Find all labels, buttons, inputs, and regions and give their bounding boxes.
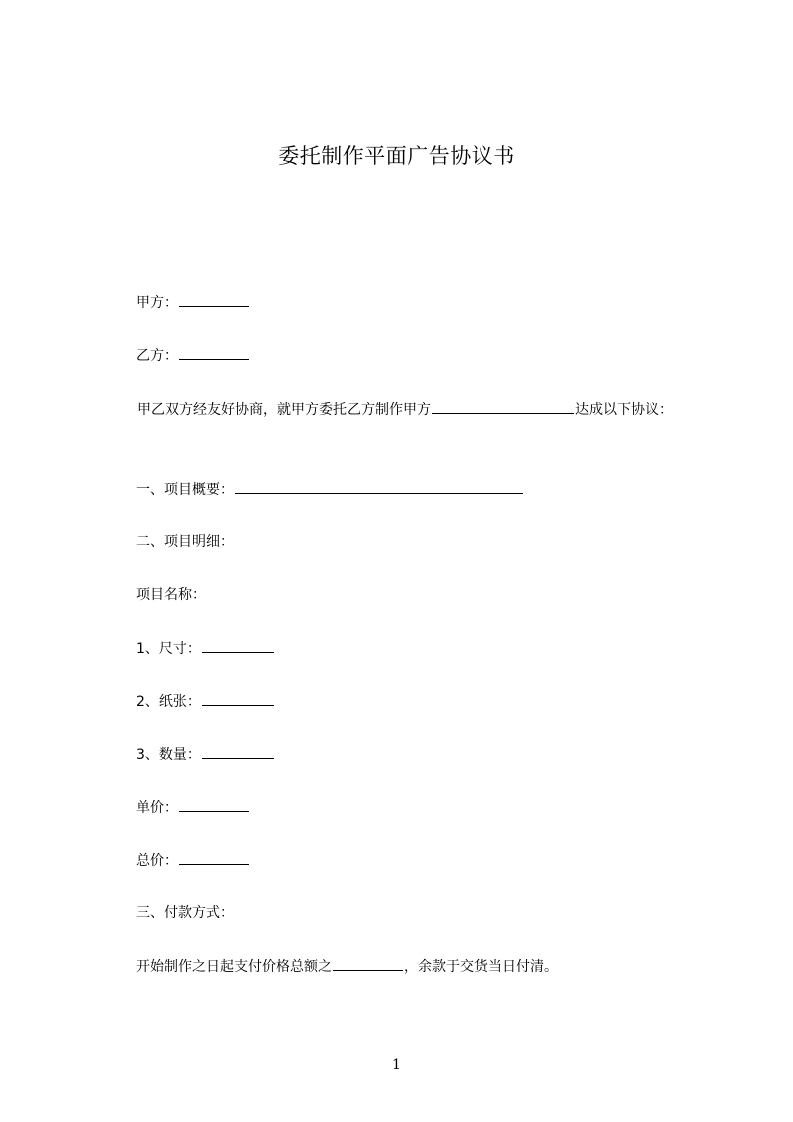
document-title: 委托制作平面广告协议书: [278, 144, 515, 168]
section-2-heading: 二、项目明细：: [136, 534, 234, 550]
intro-text-before: 甲乙双方经友好协商，就甲方委托乙方制作甲方: [137, 402, 431, 418]
party-b-blank: [179, 345, 249, 360]
unit-price-line: [136, 797, 250, 818]
payment-line: [136, 956, 558, 977]
intro-paragraph: [105, 397, 705, 423]
item-2-blank: [202, 691, 274, 706]
section-1-line: [136, 479, 524, 500]
intro-text-after: 达成以下协议：: [575, 402, 673, 418]
section-3-heading: 三、付款方式：: [136, 905, 234, 921]
item-3-label: 3、数量：: [136, 747, 201, 763]
item-1-blank: [202, 638, 274, 653]
party-b-label: 乙方：: [136, 348, 178, 364]
item-3-line: [136, 744, 275, 765]
section-1-label: 一、项目概要：: [136, 482, 234, 498]
total-price-label: 总价：: [136, 853, 178, 869]
total-price-blank: [179, 850, 249, 865]
item-2-line: [136, 691, 275, 712]
section-1-blank: [235, 479, 523, 494]
project-name-label: 项目名称：: [136, 587, 206, 603]
payment-text-before: 开始制作之日起支付价格总额之: [136, 959, 332, 975]
unit-price-label: 单价：: [136, 800, 178, 816]
item-2-label: 2、纸张：: [136, 694, 201, 710]
item-1-label: 1、尺寸：: [136, 641, 201, 657]
page-number: 1: [392, 1057, 401, 1073]
party-a-blank: [179, 292, 249, 307]
intro-blank: [432, 399, 574, 414]
item-1-line: [136, 638, 275, 659]
unit-price-blank: [179, 797, 249, 812]
party-a-label: 甲方：: [136, 295, 178, 311]
party-b-line: [136, 345, 250, 366]
item-3-blank: [202, 744, 274, 759]
payment-text-after: ，余款于交货当日付清。: [404, 959, 558, 975]
payment-blank: [333, 956, 403, 971]
total-price-line: [136, 850, 250, 871]
party-a-line: [136, 292, 250, 313]
